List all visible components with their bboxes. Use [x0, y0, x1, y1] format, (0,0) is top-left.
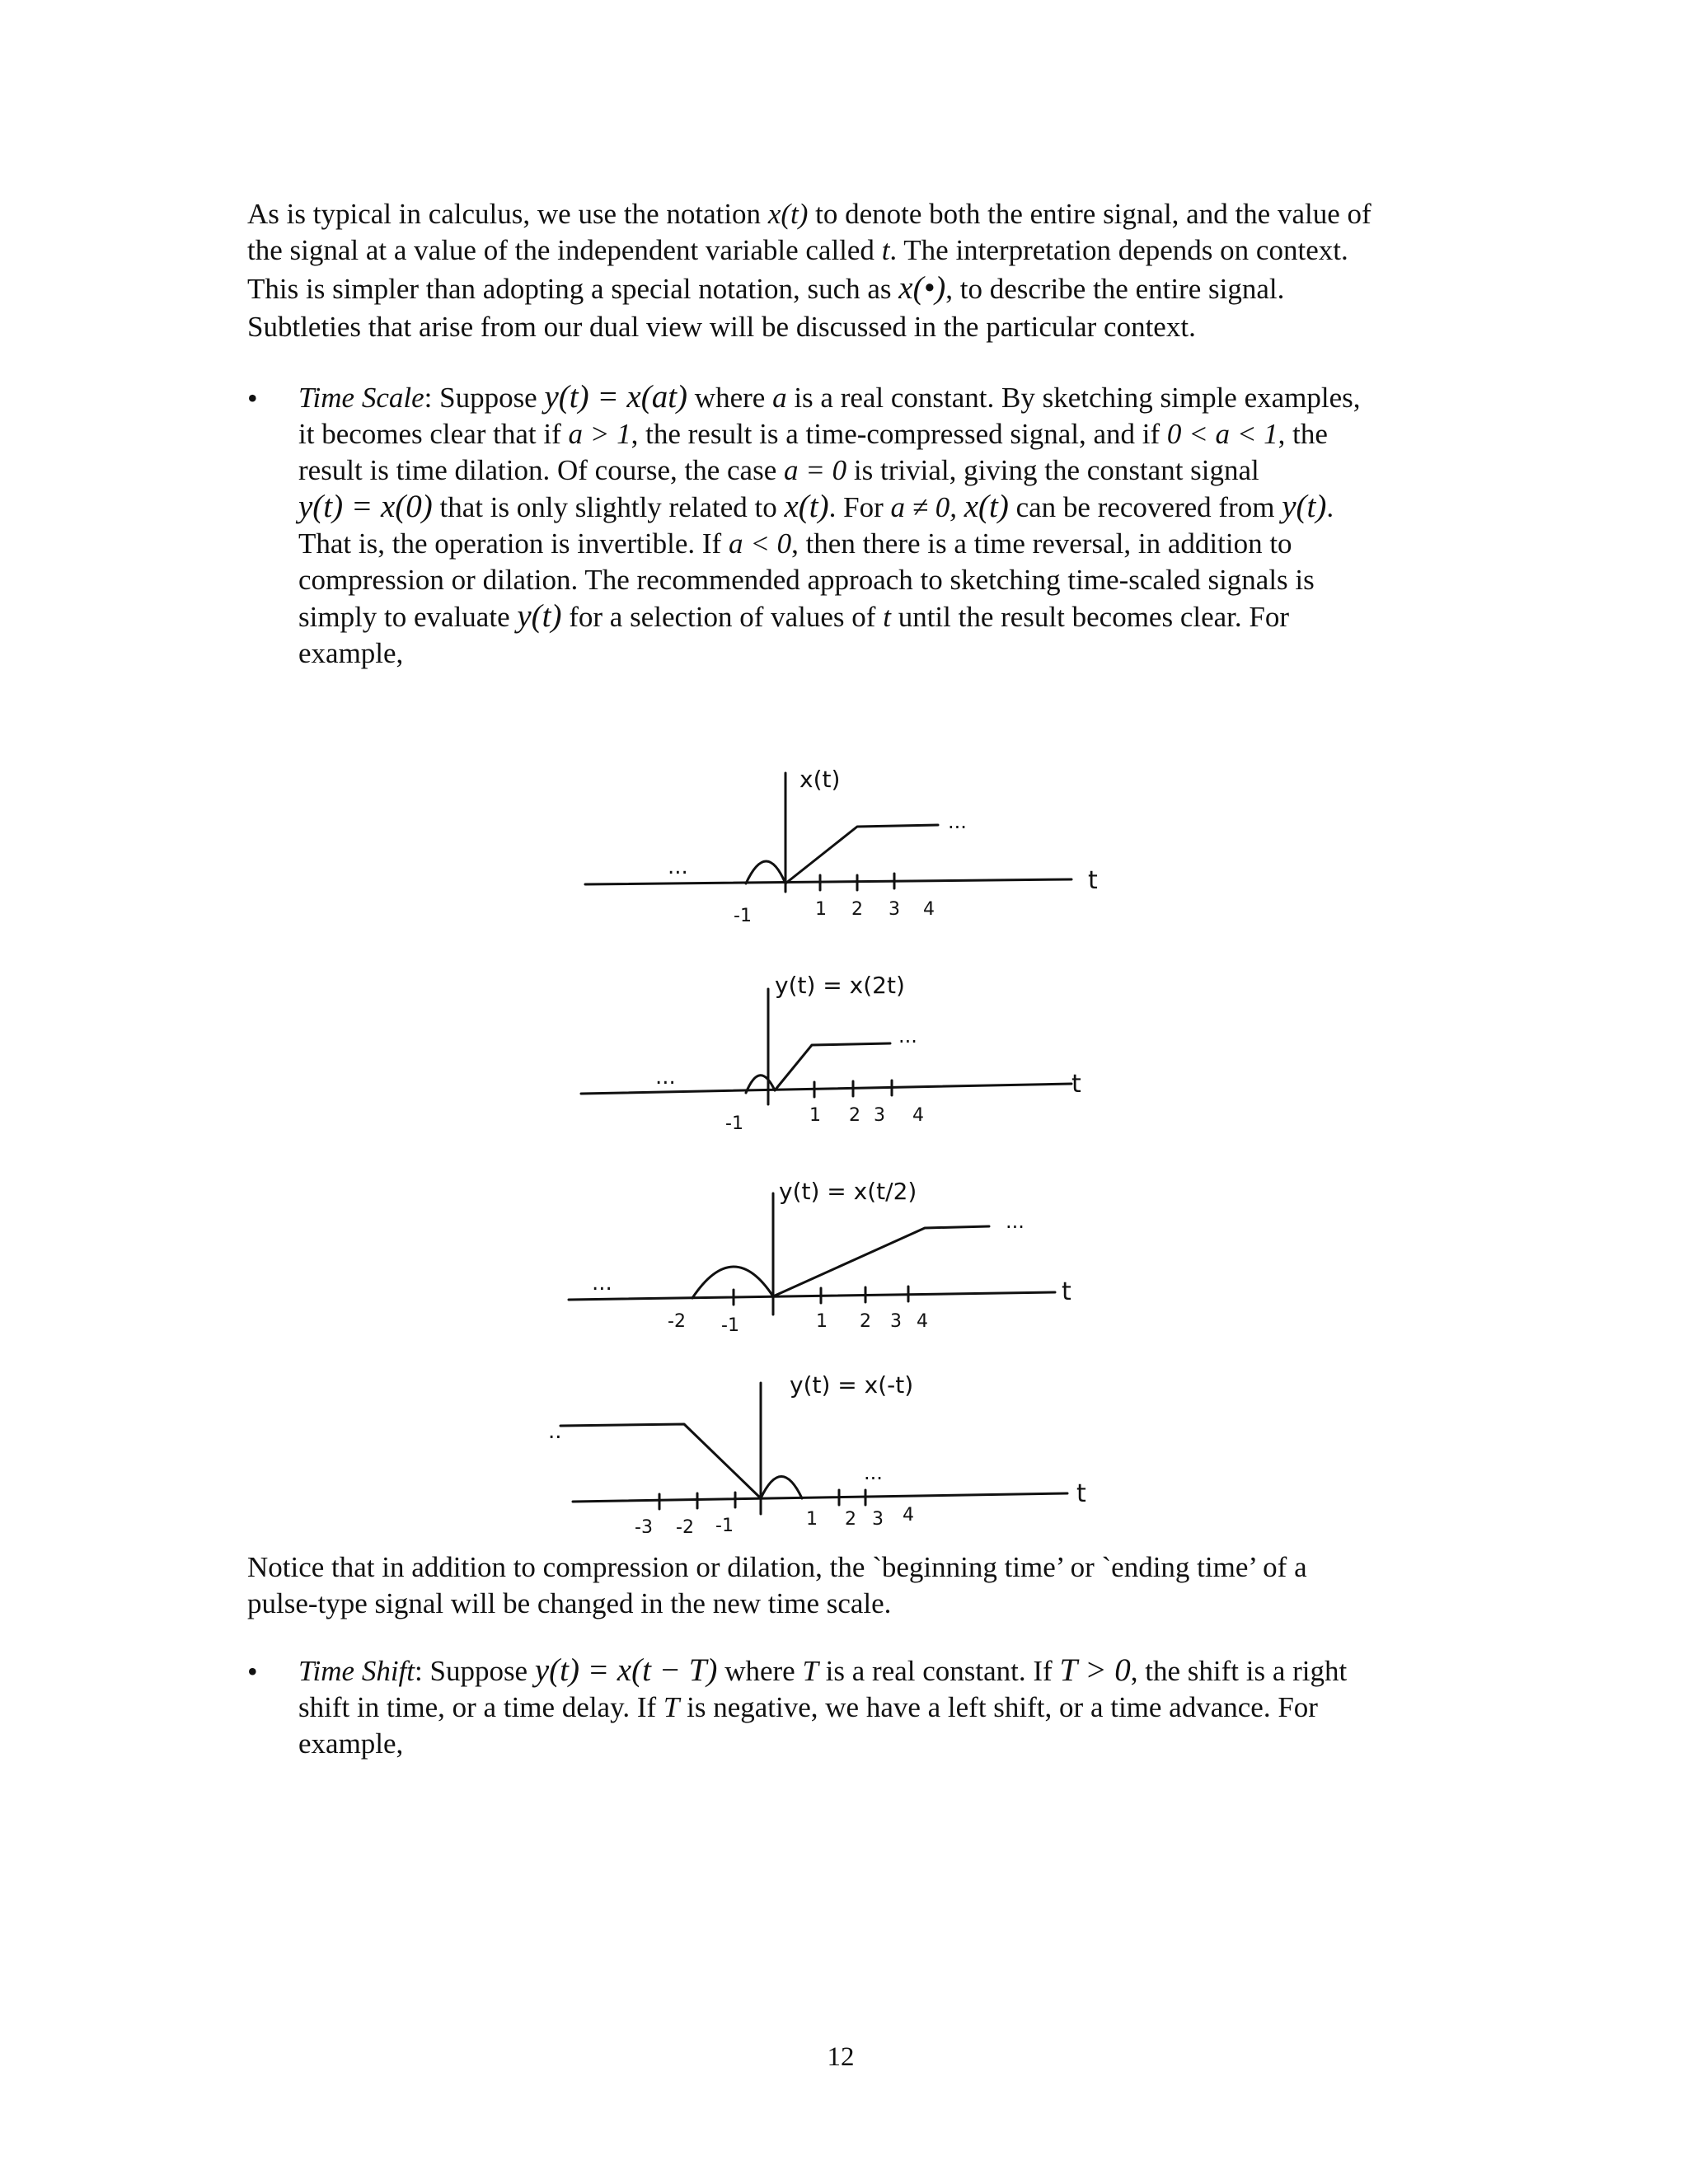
plot1-axis-var: t [1088, 866, 1098, 895]
plot4-bump [761, 1477, 802, 1499]
plot4-tick-label: 1 [806, 1509, 818, 1530]
plot3-time-axis [569, 1292, 1055, 1300]
plot3-title: y(t) = x(t/2) [779, 1178, 917, 1205]
plot4-time-axis [573, 1493, 1067, 1502]
plot4-tick-label: 2 [845, 1509, 856, 1530]
plot3-ellipsis-right: ... [1006, 1210, 1025, 1233]
plot2-tick-label: 2 [849, 1105, 860, 1126]
time-shift-line-2: shift in time, or a time delay. If T is negative, we have a left shift, or a time advance. For [298, 1691, 1318, 1723]
time-scale-line-3: result is time dilation. Of course, the case a = 0 is trivial, giving the constant signal [298, 454, 1259, 486]
time-scale-sketch-figure [528, 742, 1187, 1533]
bullet-time-scale: • [247, 382, 258, 415]
plot1-tick-label: 3 [889, 899, 900, 920]
plot-x-neg-t [560, 1383, 1067, 1514]
notice-paragraph [247, 1549, 1467, 1622]
time-scale-line-2: it becomes clear that if a > 1, the result is a time-compressed signal, and if 0 < a < 1, the [298, 418, 1328, 450]
plot4-tick-label: 3 [872, 1509, 884, 1530]
plot3-tick-label: 3 [890, 1311, 902, 1332]
time-scale-line-7: simply to evaluate y(t) for a selection of values of t until the result becomes clear. For [298, 598, 1289, 634]
plot1-bump [746, 861, 785, 883]
time-scale-paragraph [298, 379, 1469, 672]
plot1-tick-label: 1 [815, 899, 827, 920]
plot1-ellipsis-right: ... [948, 810, 967, 833]
plot3-ellipsis-left: ... [592, 1271, 612, 1296]
plot1-title: x(t) [799, 766, 841, 793]
plot2-tick-label: -1 [725, 1113, 743, 1134]
notice-line-2: pulse-type signal will be changed in the new time scale. [247, 1587, 892, 1619]
plot4-tick-label: -1 [715, 1516, 734, 1533]
plot4-ellipsis-right: ... [864, 1461, 883, 1484]
plot2-tick-label: 3 [874, 1105, 885, 1126]
plot3-tick-label: 1 [816, 1311, 828, 1332]
plot3-tick-label: -1 [721, 1315, 739, 1336]
plot1-tick-label: -1 [734, 906, 752, 926]
time-scale-line-5: That is, the operation is invertible. If a < 0, then there is a time reversal, in addition to [298, 527, 1292, 560]
plot4-ramp [560, 1424, 761, 1498]
plot1-ramp [785, 825, 938, 883]
time-scale-line-1: Time Scale: Suppose y(t) = x(at) where a is a real constant. By sketching simple examples, [298, 379, 1361, 415]
plot1-ellipsis-left: ... [668, 855, 688, 879]
plot1-time-axis [585, 879, 1071, 884]
plot4-tick-label: -2 [676, 1517, 694, 1533]
page-number: 12 [827, 2042, 855, 2072]
plot2-tick-label: 4 [912, 1105, 924, 1126]
plot3-axis-var: t [1062, 1277, 1071, 1306]
plot2-axis-var: t [1071, 1070, 1081, 1099]
intro-line-2: the signal at a value of the independent variable called t. The interpretation depends on context. [247, 234, 1348, 266]
intro-line-4: Subtleties that arise from our dual view will be discussed in the particular context. [247, 311, 1196, 343]
plot2-ellipsis-left: ... [655, 1065, 676, 1090]
plot3-ramp [773, 1226, 989, 1296]
plot4-tick-label: -3 [635, 1517, 653, 1533]
bullet-time-shift: • [247, 1655, 258, 1688]
plot4-tick-label: 4 [903, 1505, 914, 1526]
time-scale-line-8: example, [298, 637, 404, 669]
intro-paragraph [247, 196, 1467, 345]
plot4-ellipsis-left: .. [548, 1419, 562, 1444]
plot2-ellipsis-right: ... [898, 1024, 917, 1047]
plot3-tick-label: -2 [668, 1311, 686, 1332]
plot2-ramp [775, 1043, 890, 1090]
plot2-title: y(t) = x(2t) [775, 972, 905, 999]
time-shift-line-1: Time Shift: Suppose y(t) = x(t − T) where T is a real constant. If T > 0, the shift is a right [298, 1652, 1348, 1688]
intro-line-3: This is simpler than adopting a special notation, such as x(•), to describe the entire signal. [247, 270, 1285, 306]
time-shift-heading: Time Shift [298, 1655, 415, 1687]
plot-x-t-over-2 [569, 1193, 1055, 1315]
time-shift-line-3: example, [298, 1727, 404, 1760]
plot1-tick-label: 4 [923, 899, 935, 920]
time-scale-heading: Time Scale [298, 382, 424, 414]
plot3-tick-label: 2 [860, 1311, 871, 1332]
time-scale-line-6: compression or dilation. The recommended approach to sketching time-scaled signals is [298, 564, 1315, 596]
plot1-tick-label: 2 [851, 899, 863, 920]
plot4-axis-var: t [1076, 1479, 1086, 1508]
time-scale-line-4: y(t) = x(0) that is only slightly related to x(t). For a ≠ 0, x(t) can be recovered from y(t). [298, 489, 1334, 524]
time-shift-paragraph [298, 1652, 1469, 1762]
plot2-tick-label: 1 [809, 1105, 821, 1126]
plot4-title: y(t) = x(-t) [790, 1371, 914, 1399]
notice-line-1: Notice that in addition to compression or dilation, the `beginning time’ or `ending time’ of a [247, 1551, 1307, 1583]
intro-line-1: As is typical in calculus, we use the notation x(t) to denote both the entire signal, and the value of [247, 198, 1372, 230]
plot3-tick-label: 4 [917, 1311, 928, 1332]
